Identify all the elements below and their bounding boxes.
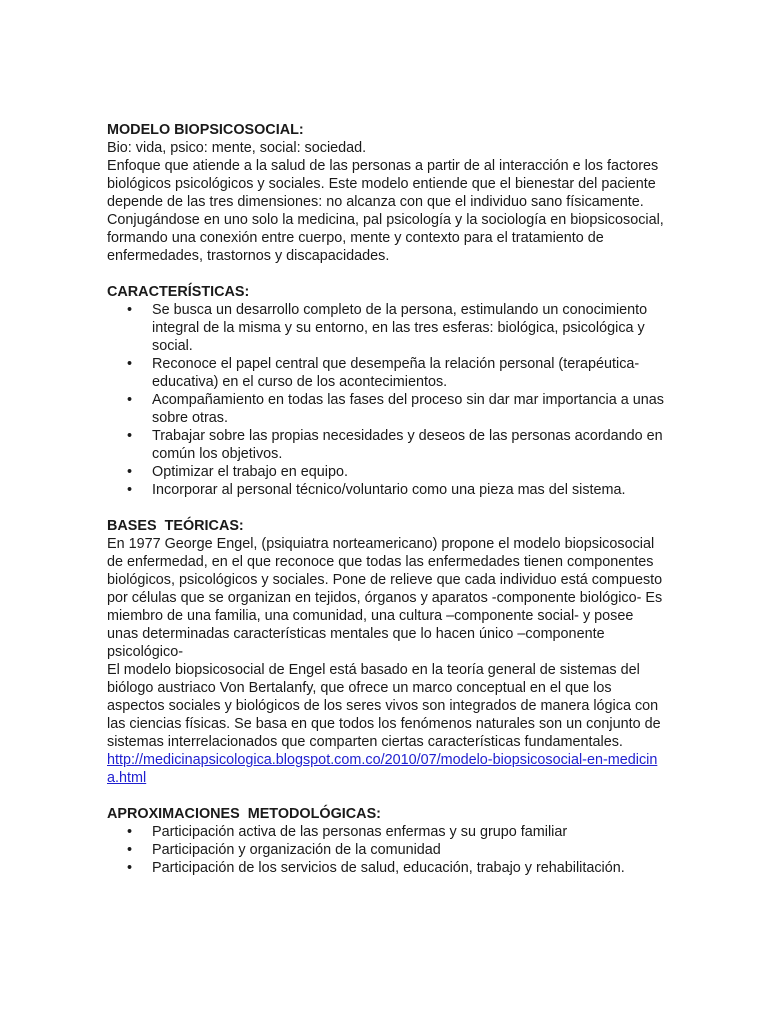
paragraph: Enfoque que atiende a la salud de las personas a partir de al interacción e los factores biológicos psicológicos y sociales. Este modelo entiende que el bienestar del paciente depende de las tres dimensiones: no alcanza con que el individuo sano físicamente. — [107, 158, 659, 210]
document-body — [107, 121, 667, 877]
list-item: • Acompañamiento en todas las fases del proceso sin dar mar importancia a unas sobre otras. — [107, 391, 667, 427]
section-title: MODELO BIOPSICOSOCIAL: — [107, 122, 304, 138]
section-bases-teoricas — [107, 517, 667, 787]
section-aproximaciones — [107, 805, 667, 877]
paragraph: Bio: vida, psico: mente, social: sociedad. — [107, 140, 367, 156]
list-item: • Participación activa de las personas enfermas y su grupo familiar — [107, 823, 667, 841]
list-item: • Optimizar el trabajo en equipo. — [107, 463, 667, 481]
list-item: • Incorporar al personal técnico/voluntario como una pieza mas del sistema. — [107, 481, 667, 499]
section-title: BASES TEÓRICAS: — [107, 518, 244, 534]
bullet-list — [107, 301, 667, 499]
paragraph: En 1977 George Engel, (psiquiatra norteamericano) propone el modelo biopsicosocial de enfermedad, en el que reconoce que todas las enfermedades tienen componentes biológicos, psicológicos y sociales. Pone de relieve que cada individuo está compuesto por células que se organizan en tejidos, órganos y aparatos -componente biológico- Es miembro de una familia, una comunidad, una cultura –componente social- y posee unas determinadas características mentales que lo hacen único –componente psicológico- — [107, 536, 663, 660]
bullet-list — [107, 823, 667, 877]
section-title: APROXIMACIONES METODOLÓGICAS: — [107, 806, 381, 822]
paragraph: Conjugándose en uno solo la medicina, pal psicología y la sociología en biopsicosocial, formando una conexión entre cuerpo, mente y contexto para el tratamiento de enfermedades, trastornos y discapacidades. — [107, 212, 664, 264]
list-item: • Se busca un desarrollo completo de la persona, estimulando un conocimiento integral de la misma y su entorno, en las tres esferas: biológica, psicológica y social. — [107, 301, 667, 355]
paragraph: El modelo biopsicosocial de Engel está basado en la teoría general de sistemas del biólogo austriaco Von Bertalanfy, que ofrece un marco conceptual en el que los aspectos sociales y biológicos de los seres vivos son integrados de manera lógica con las ciencias físicas. Se basa en que todos los fenómenos naturales son un conjunto de sistemas interrelacionados que comparten ciertas características fundamentales. — [107, 662, 661, 750]
source-link[interactable]: http://medicinapsicologica.blogspot.com.co/2010/07/modelo-biopsicosocial-en-medicina.html — [107, 752, 658, 786]
section-modelo — [107, 121, 667, 265]
list-item: • Trabajar sobre las propias necesidades y deseos de las personas acordando en común los objetivos. — [107, 427, 667, 463]
list-item: • Participación y organización de la comunidad — [107, 841, 667, 859]
section-title: CARACTERÍSTICAS: — [107, 284, 250, 300]
list-item: • Participación de los servicios de salud, educación, trabajo y rehabilitación. — [107, 859, 667, 877]
list-item: • Reconoce el papel central que desempeña la relación personal (terapéutica-educativa) en el curso de los acontecimientos. — [107, 355, 667, 391]
section-caracteristicas — [107, 283, 667, 499]
